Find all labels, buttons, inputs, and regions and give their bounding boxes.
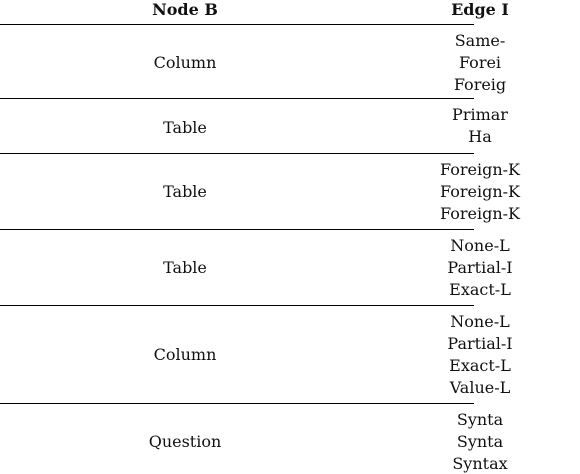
row-divider (0, 305, 474, 306)
row-divider (0, 403, 474, 404)
row-edge-line: Syntax (452, 454, 508, 473)
row-edge-line: Forei (458, 53, 502, 72)
row-edge-line: Partial-I (447, 258, 513, 277)
row-node-b: Question (148, 432, 222, 451)
header-rule (0, 24, 474, 25)
row-edge-line: Exact-L (449, 280, 511, 299)
row-node-b: Column (153, 345, 217, 364)
row-edge-line: Synta (456, 432, 504, 451)
row-edge-line: Same- (454, 31, 506, 50)
row-edge-line: Partial-I (447, 334, 513, 353)
row-node-b: Table (163, 182, 207, 201)
row-node-b: Column (153, 53, 217, 72)
row-edge-line: Foreig (453, 75, 507, 94)
row-edge-line: Value-L (449, 378, 511, 397)
row-edge-line: Foreign-K (440, 182, 520, 201)
row-edge-line: Exact-L (449, 356, 511, 375)
header-node-b: Node B (152, 0, 218, 19)
row-edge-line: None-L (450, 312, 510, 331)
row-node-b: Table (163, 258, 207, 277)
row-node-b: Table (163, 118, 207, 137)
row-edge-line: Ha (468, 127, 492, 146)
row-divider (0, 229, 474, 230)
row-edge-line: Foreign-K (440, 160, 520, 179)
header-edge: Edge I (451, 0, 509, 19)
row-divider (0, 98, 474, 99)
row-edge-line: Foreign-K (440, 204, 520, 223)
row-divider (0, 153, 474, 154)
row-edge-line: Synta (456, 410, 504, 429)
row-edge-line: Primar (452, 105, 508, 124)
row-edge-line: None-L (450, 236, 510, 255)
